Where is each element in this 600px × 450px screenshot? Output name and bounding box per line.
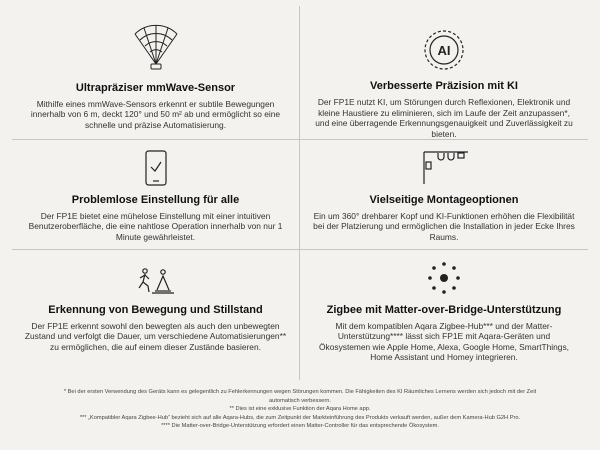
- feature-card-setup: [12, 140, 300, 250]
- feature-description: Ein um 360° drehbarer Kopf und KI-Funktionen erhöhen die Flexibilität bei der Platzierung und ermöglichen die Installation in jeder Ecke Ihres Raums.: [313, 211, 575, 242]
- feature-title: Problemlose Einstellung für alle: [71, 194, 240, 206]
- mmwave-radar-icon: [127, 12, 185, 74]
- feature-card-zigbee: [300, 250, 588, 380]
- footnotes: [14, 388, 586, 431]
- feature-title: Zigbee mit Matter-over-Bridge-Unterstützung: [326, 304, 562, 316]
- motion-stillness-icon: [137, 256, 175, 296]
- feature-card-mounting: [300, 140, 588, 250]
- feature-description: Der FP1E nutzt KI, um Störungen durch Reflexionen, Elektronik und kleine Haustiere zu eliminieren, sich im Laufe der Zeit anzupassen*, und eine überragende Erkennungsgenauigkeit und Zuverlässigkeit zu bieten.: [315, 97, 573, 139]
- phone-check-icon: [144, 146, 168, 186]
- zigbee-matter-icon: [426, 256, 462, 296]
- footnote: * Bei der ersten Verwendung des Geräts kann es gelegentlich zu Fehlerkennungen wegen Störungen kommen. Die Fähigkeiten des KI Räumliches Lernens werden sich jedoch mit der Zeit: [63, 389, 537, 395]
- feature-description: Mit dem kompatiblen Aqara Zigbee-Hub*** und der Matter-Unterstützung**** lässt sich FP1E mit Aqara-Geräten und Ökosystemen wie Apple Home, Alexa, Google Home, SmartThings, Home Assistant und Homey integrieren.: [319, 321, 569, 363]
- feature-title: Verbesserte Präzision mit KI: [370, 80, 518, 93]
- footnote: ** Dies ist eine exklusive Funktion der Aqara Home app.: [229, 406, 371, 413]
- feature-title: Ultrapräziser mmWave-Sensor: [75, 82, 236, 94]
- feature-description: Der FP1E erkennt sowohl den bewegten als auch den unbewegten Zustand und verfolgt die Dauer, um verschiedene Automatisierungen** zu ermöglichen, die auf einem dieser Zustände basieren.: [24, 321, 287, 352]
- feature-card-motion: [12, 250, 300, 380]
- footnote: **** Die Matter-over-Bridge-Unterstützung erfordert einen Matter-Controller für das entsprechende Ökosystem.: [161, 423, 439, 430]
- svg-text:AI: AI: [437, 43, 451, 59]
- feature-description: Mithilfe eines mmWave-Sensors erkennt er subtile Bewegungen innerhalb von 6 m, deckt 120° und 50 m² ab und ermöglicht so eine schnelle und präzise Automatisierung.: [30, 99, 281, 130]
- feature-card-mmwave: [12, 6, 300, 140]
- feature-description: Der FP1E bietet eine mühelose Einstellung mit einer intuitiven Benutzeroberfläche, die eine nahtlose Operation innerhalb von nur 1 Minute gewährleistet.: [28, 211, 283, 242]
- ai-chip-icon: [422, 12, 466, 72]
- feature-title: Erkennung von Bewegung und Stillstand: [48, 304, 263, 316]
- mounting-options-icon: [418, 146, 470, 186]
- feature-title: Vielseitige Montageoptionen: [369, 194, 519, 206]
- footnote: *** „Kompatibler Aqara Zigbee-Hub“ bezieht sich auf alle Aqara-Hubs, die zum Zeitpunkt der Markteinführung des Produkts verkauft werden, außer dem Kamera-Hub G2H Pro.: [79, 414, 521, 421]
- features-grid: [12, 6, 588, 380]
- footnote: automatisch verbessern.: [269, 397, 331, 404]
- feature-card-ai: [300, 6, 588, 140]
